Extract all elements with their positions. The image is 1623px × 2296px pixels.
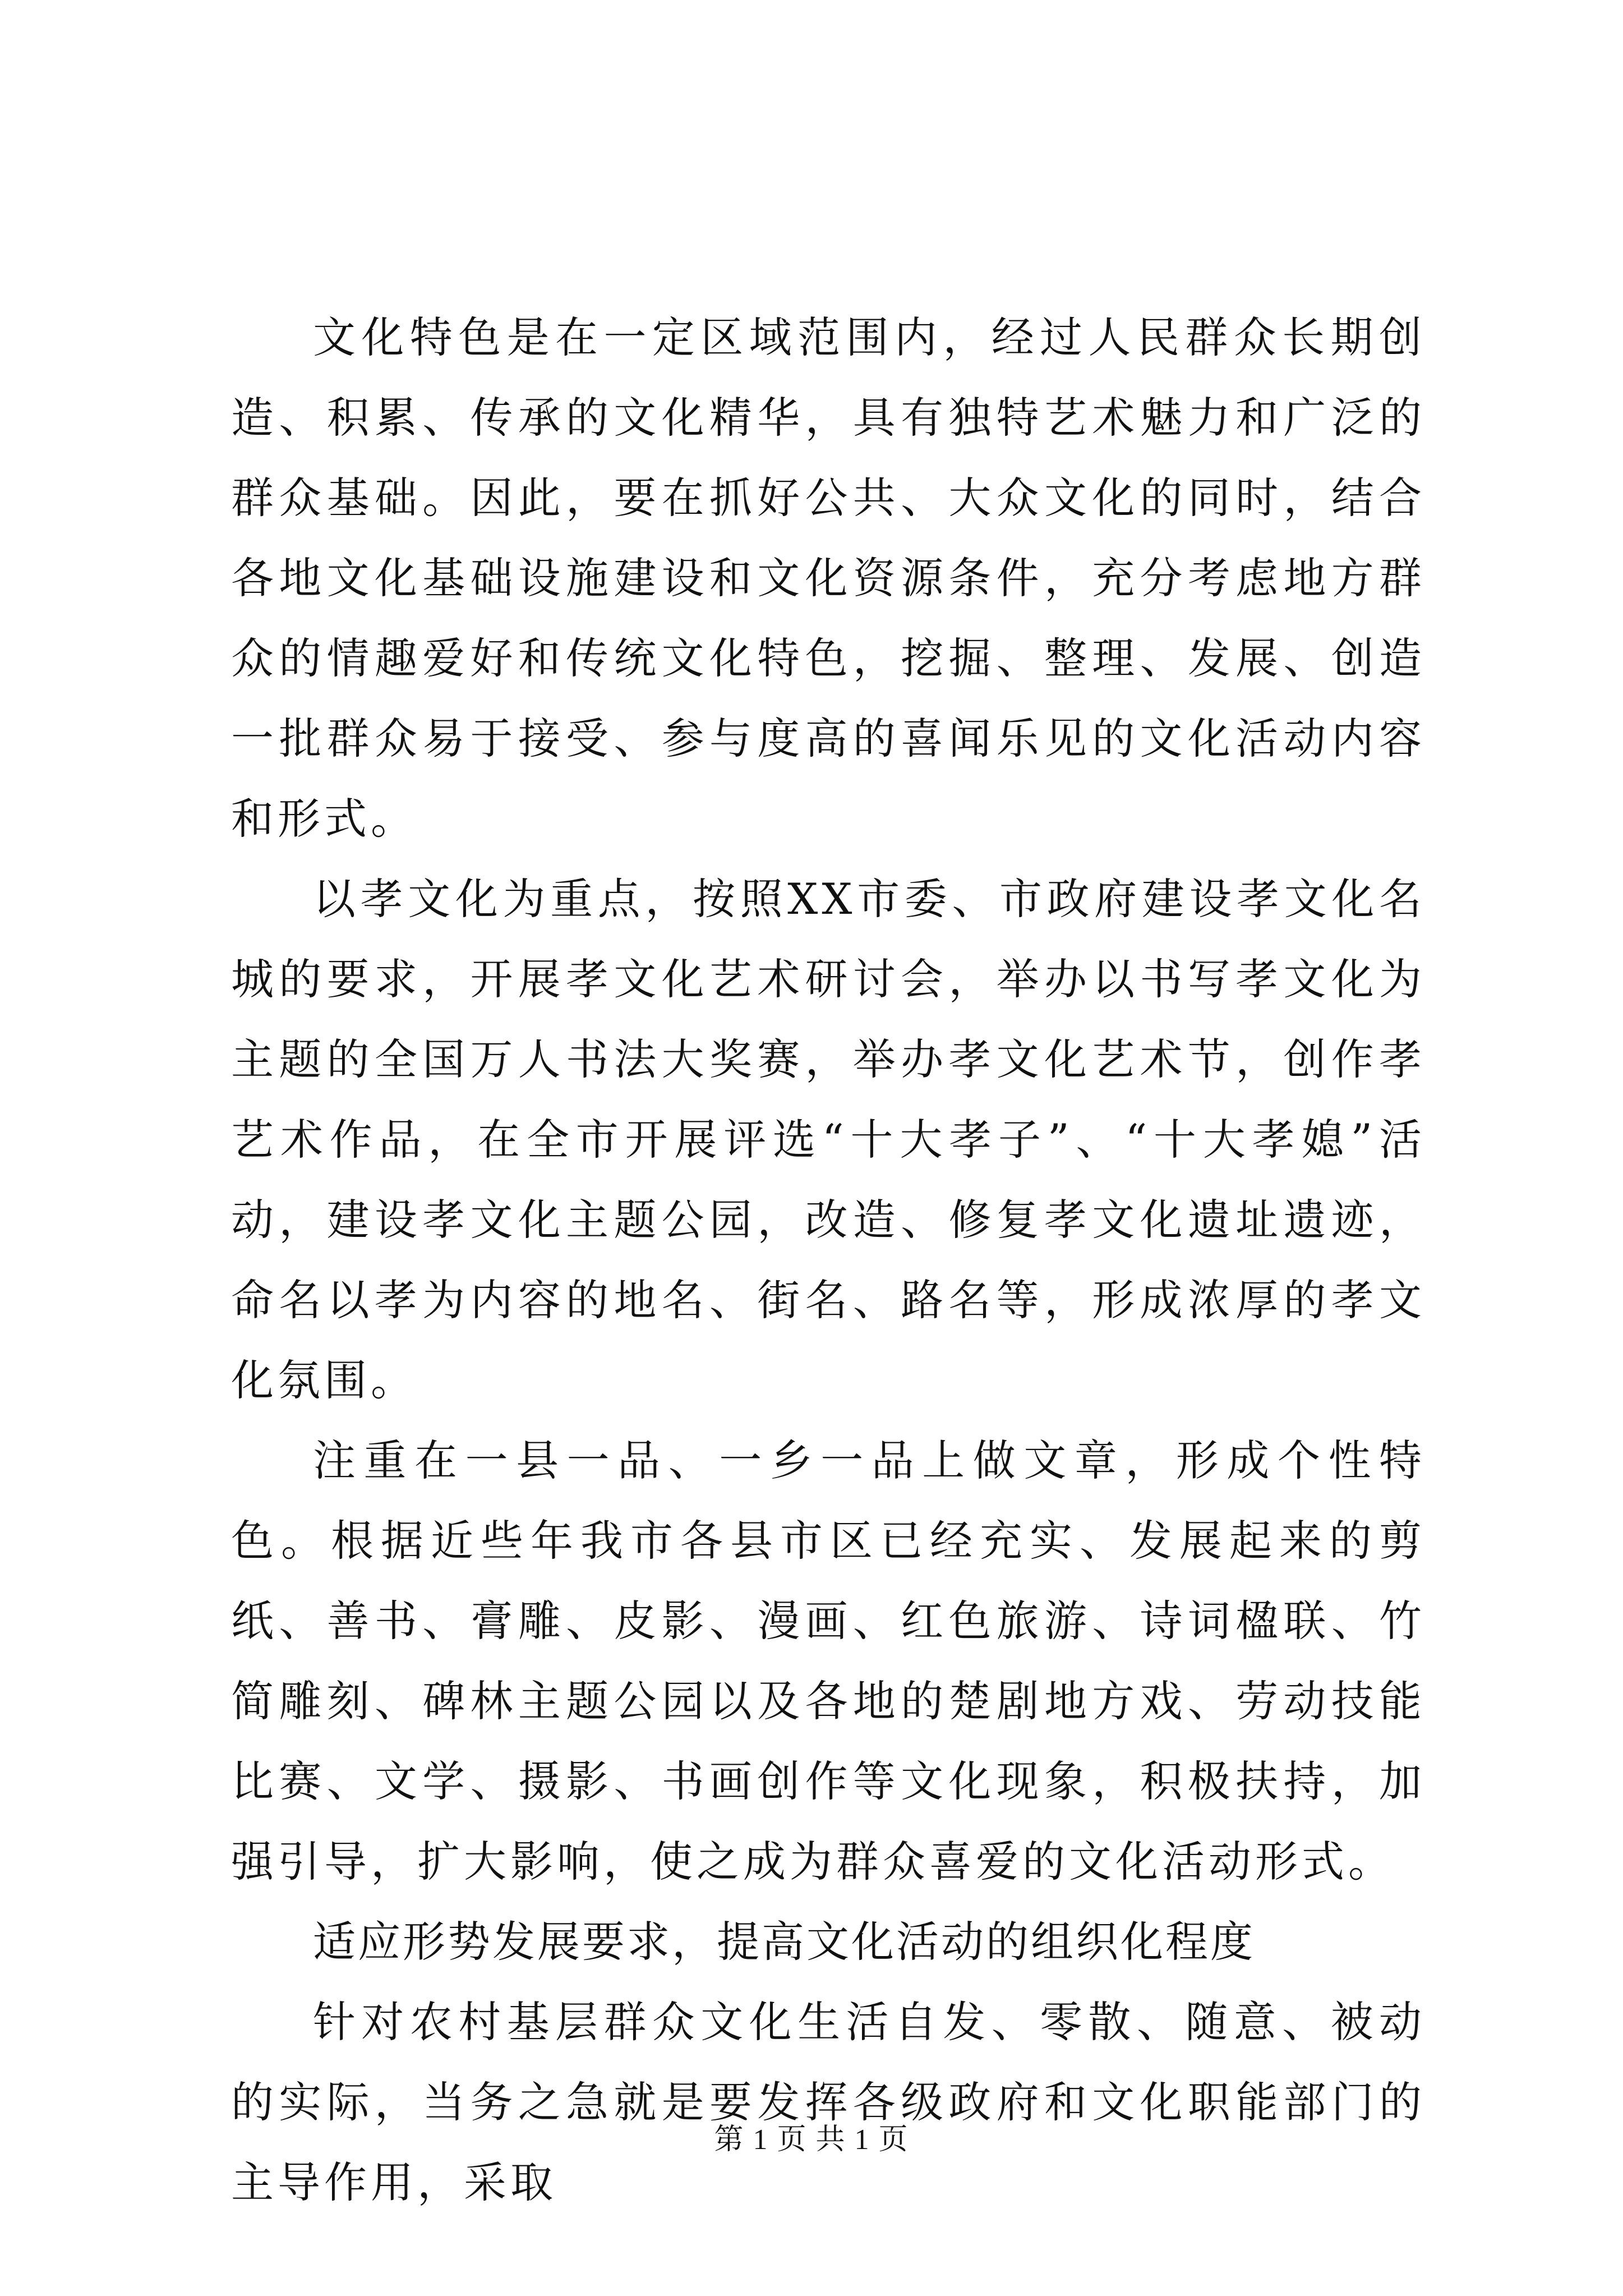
document-body xyxy=(231,297,1426,2223)
paragraph-rural-culture: 针对农村基层群众文化生活自发、零散、随意、被动的实际，当务之急就是要发挥各级政府和文化职能部门的主导作用，采取 xyxy=(231,1997,1426,2207)
page-number-footer: 第 1 页 共 1 页 xyxy=(714,2124,909,2156)
paragraph-county-specialties: 注重在一县一品、一乡一品上做文章，形成个性特色。根据近些年我市各县市区已经充实、发展起来的剪纸、善书、膏雕、皮影、漫画、红色旅游、诗词楹联、竹简雕刻、碑林主题公园以及各地的楚剧地方戏、劳动技能比赛、文学、摄影、书画创作等文化现象，积极扶持，加强引导，扩大影响，使之成为群众喜爱的文化活动形式。 xyxy=(231,1435,1426,1887)
paragraph-cultural-features: 文化特色是在一定区域范围内，经过人民群众长期创造、积累、传承的文化精华，具有独特艺术魅力和广泛的群众基础。因此，要在抓好公共、大众文化的同时，结合各地文化基础设施建设和文化资源条件，充分考虑地方群众的情趣爱好和传统文化特色，挖掘、整理、发展、创造一批群众易于接受、参与度高的喜闻乐见的文化活动内容和形式。 xyxy=(231,312,1426,844)
paragraph-filial-culture: 以孝文化为重点，按照XX市委、市政府建设孝文化名城的要求，开展孝文化艺术研讨会，举办以书写孝文化为主题的全国万人书法大奖赛，举办孝文化艺术节，创作孝艺术作品，在全市开展评选“十大孝子”、“十大孝媳”活动，建设孝文化主题公园，改造、修复孝文化遗址遗迹，命名以孝为内容的地名、街名、路名等，形成浓厚的孝文化氛围。 xyxy=(231,874,1426,1405)
section-heading: 适应形势发展要求，提高文化活动的组织化程度 xyxy=(313,1917,1255,1967)
